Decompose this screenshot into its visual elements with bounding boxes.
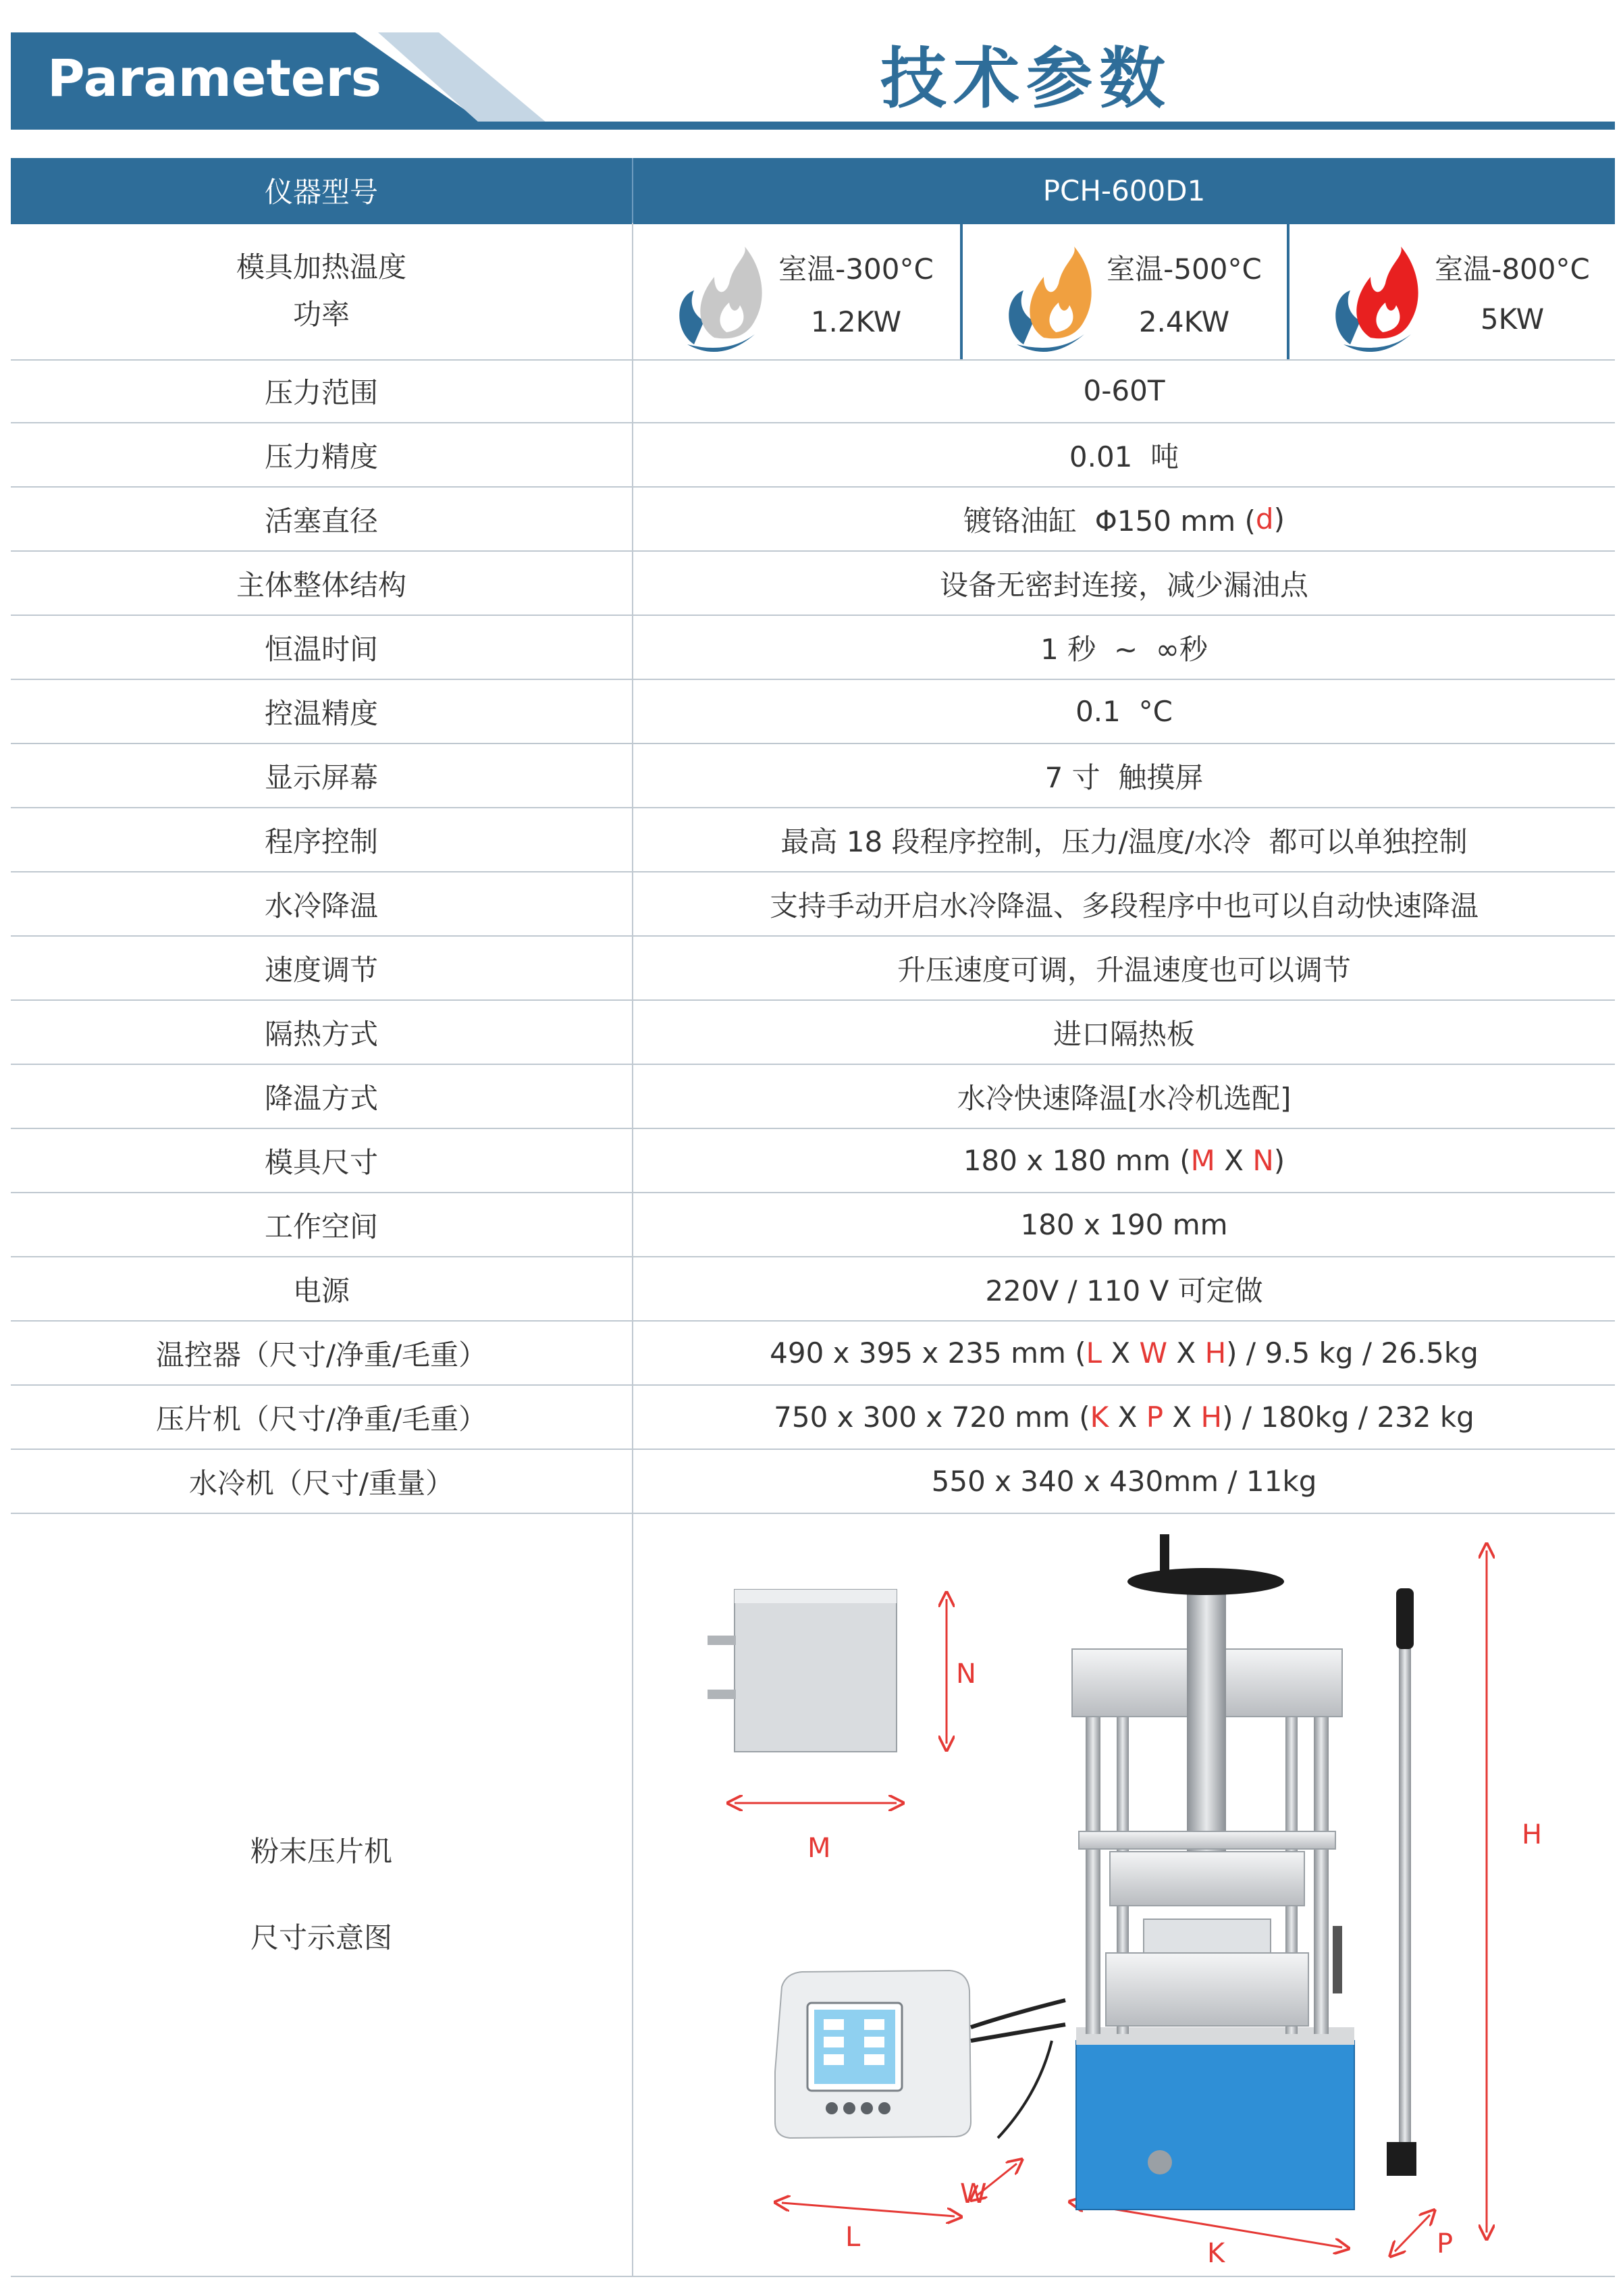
- table-row: [11, 488, 1615, 552]
- table-row: [11, 359, 1615, 423]
- row-label: 工作空间: [11, 1193, 633, 1256]
- table-row: [11, 1001, 1615, 1065]
- dim-label-m: M: [807, 1833, 831, 1864]
- table-header-row: [11, 158, 1615, 224]
- dim-x: X: [1163, 1401, 1201, 1434]
- row-value: 设备无密封连接，减少漏油点: [939, 568, 1308, 602]
- dim-l: L: [1086, 1336, 1102, 1369]
- mold-block-image: [708, 1590, 897, 1752]
- power-option-temp: 室温-500°C: [1107, 253, 1262, 286]
- table-row: [11, 616, 1615, 680]
- flame-red-icon: [1323, 243, 1431, 358]
- powder-press-image: [1072, 1534, 1416, 2210]
- row-value: [633, 488, 1615, 550]
- row-value: 0-60T: [1083, 374, 1165, 407]
- header-title-cn: 技术参数: [880, 41, 1172, 118]
- table-row: [11, 808, 1615, 872]
- press-size: 750 x 300 x 720 mm (: [774, 1401, 1090, 1434]
- model-value: PCH-600D1: [1042, 174, 1206, 207]
- dim-label-p: P: [1437, 2228, 1454, 2260]
- row-label: 活塞直径: [11, 488, 633, 550]
- dim-x: X: [1109, 1401, 1146, 1434]
- controller-size: 490 x 395 x 235 mm (: [770, 1336, 1086, 1369]
- row-label: 程序控制: [11, 808, 633, 871]
- row-label: 压力范围: [11, 359, 633, 422]
- diagram-subtitle: 尺寸示意图: [250, 1921, 392, 1954]
- table-row: [11, 1065, 1615, 1129]
- table-row: [11, 1193, 1615, 1257]
- dim-label-h: H: [1522, 1819, 1543, 1850]
- power-option-kw: 1.2KW: [810, 305, 902, 338]
- dim-x: X: [1102, 1336, 1140, 1369]
- temperature-controller-image: [775, 1971, 971, 2138]
- table-row: [11, 1129, 1615, 1193]
- flame-gray-icon: [667, 243, 775, 358]
- mold-close: ): [1273, 1144, 1285, 1177]
- row-value: 7 寸 触摸屏: [1044, 760, 1204, 794]
- power-label: 功率: [292, 298, 350, 331]
- dim-label-n: N: [956, 1659, 976, 1690]
- row-value: 升压速度可调，升温速度也可以调节: [897, 953, 1351, 987]
- power-option-800: [1289, 223, 1615, 359]
- dim-label-l: L: [845, 2222, 861, 2253]
- row-label: 水冷降温: [11, 872, 633, 935]
- diagram-title: 粉末压片机: [250, 1835, 392, 1868]
- power-option-temp: 室温-800°C: [1435, 253, 1590, 286]
- heating-power-options: [633, 223, 1615, 359]
- piston-value: 镀铬油缸 Φ150 mm (: [963, 504, 1256, 538]
- power-option-300: [633, 223, 960, 359]
- row-value: 0.1 °C: [1075, 695, 1173, 728]
- row-value: 220V / 110 V 可定做: [985, 1274, 1263, 1307]
- row-value: [633, 1322, 1615, 1384]
- table-row: [11, 423, 1615, 488]
- flame-orange-icon: [996, 243, 1105, 358]
- row-label: 降温方式: [11, 1065, 633, 1128]
- dim-m: M: [1190, 1144, 1215, 1177]
- power-option-kw: 5KW: [1480, 303, 1545, 336]
- heating-power-row: [11, 223, 1615, 361]
- header-underline: [11, 122, 1615, 130]
- table-row: [11, 1450, 1615, 1514]
- dim-k: K: [1090, 1401, 1109, 1434]
- row-label: 主体整体结构: [11, 552, 633, 615]
- piston-dim-d: d: [1255, 502, 1274, 536]
- diagram-row: [11, 1514, 1615, 2277]
- dim-n: N: [1252, 1144, 1274, 1177]
- dim-label-w: W: [960, 2178, 987, 2210]
- power-option-kw: 2.4KW: [1138, 305, 1230, 338]
- row-label: 隔热方式: [11, 1001, 633, 1064]
- heating-temp-label: 模具加热温度: [236, 251, 406, 284]
- row-value: 550 x 340 x 430mm / 11kg: [931, 1465, 1317, 1498]
- row-value: 0.01 吨: [1069, 440, 1179, 473]
- power-option-500: [963, 223, 1287, 359]
- row-label: 恒温时间: [11, 616, 633, 679]
- row-label: 电源: [11, 1257, 633, 1320]
- press-dimension-diagram: [633, 1514, 1615, 2274]
- row-label: 水冷机（尺寸/重量）: [11, 1450, 633, 1513]
- table-row: [11, 1257, 1615, 1322]
- press-weight: ) / 180kg / 232 kg: [1222, 1401, 1474, 1434]
- controller-weight: ) / 9.5 kg / 26.5kg: [1226, 1336, 1479, 1369]
- table-row: [11, 552, 1615, 616]
- mold-size-value: 180 x 180 mm (: [963, 1144, 1191, 1177]
- row-label: 显示屏幕: [11, 744, 633, 807]
- table-row: [11, 937, 1615, 1001]
- table-row: [11, 680, 1615, 744]
- row-label: 压力精度: [11, 423, 633, 486]
- row-value: 180 x 190 mm: [1020, 1208, 1228, 1241]
- dim-x: X: [1167, 1336, 1205, 1369]
- row-value: [633, 1386, 1615, 1449]
- dim-w: W: [1139, 1336, 1168, 1369]
- header-title-en: Parameters: [47, 48, 382, 108]
- dim-h: H: [1200, 1401, 1223, 1434]
- dim-x: X: [1215, 1144, 1253, 1177]
- table-row: [11, 744, 1615, 808]
- row-label: 速度调节: [11, 937, 633, 999]
- table-row: [11, 1322, 1615, 1386]
- heating-power-label: [11, 223, 633, 359]
- row-value: 支持手动开启水冷降温、多段程序中也可以自动快速降温: [769, 889, 1479, 922]
- row-value: 进口隔热板: [1053, 1017, 1195, 1051]
- row-value: 1 秒 ~ ∞秒: [1040, 632, 1208, 666]
- table-row: [11, 1386, 1615, 1450]
- dim-h: H: [1204, 1336, 1227, 1369]
- row-label: 压片机（尺寸/净重/毛重）: [11, 1386, 633, 1449]
- model-label: 仪器型号: [11, 158, 633, 223]
- power-option-temp: 室温-300°C: [778, 253, 934, 286]
- row-label: 模具尺寸: [11, 1129, 633, 1192]
- diagram-label: [11, 1514, 633, 2276]
- table-row: [11, 872, 1615, 937]
- row-value: [633, 1129, 1615, 1192]
- row-value: 水冷快速降温[水冷机选配]: [957, 1081, 1292, 1115]
- row-value: 最高 18 段程序控制，压力/温度/水冷 都可以单独控制: [780, 825, 1468, 858]
- dim-label-k: K: [1207, 2238, 1225, 2269]
- row-label: 控温精度: [11, 680, 633, 743]
- diagram-cell: [633, 1514, 1615, 2276]
- row-label: 温控器（尺寸/净重/毛重）: [11, 1322, 633, 1384]
- piston-close: ): [1273, 502, 1285, 536]
- dim-p: P: [1146, 1401, 1164, 1434]
